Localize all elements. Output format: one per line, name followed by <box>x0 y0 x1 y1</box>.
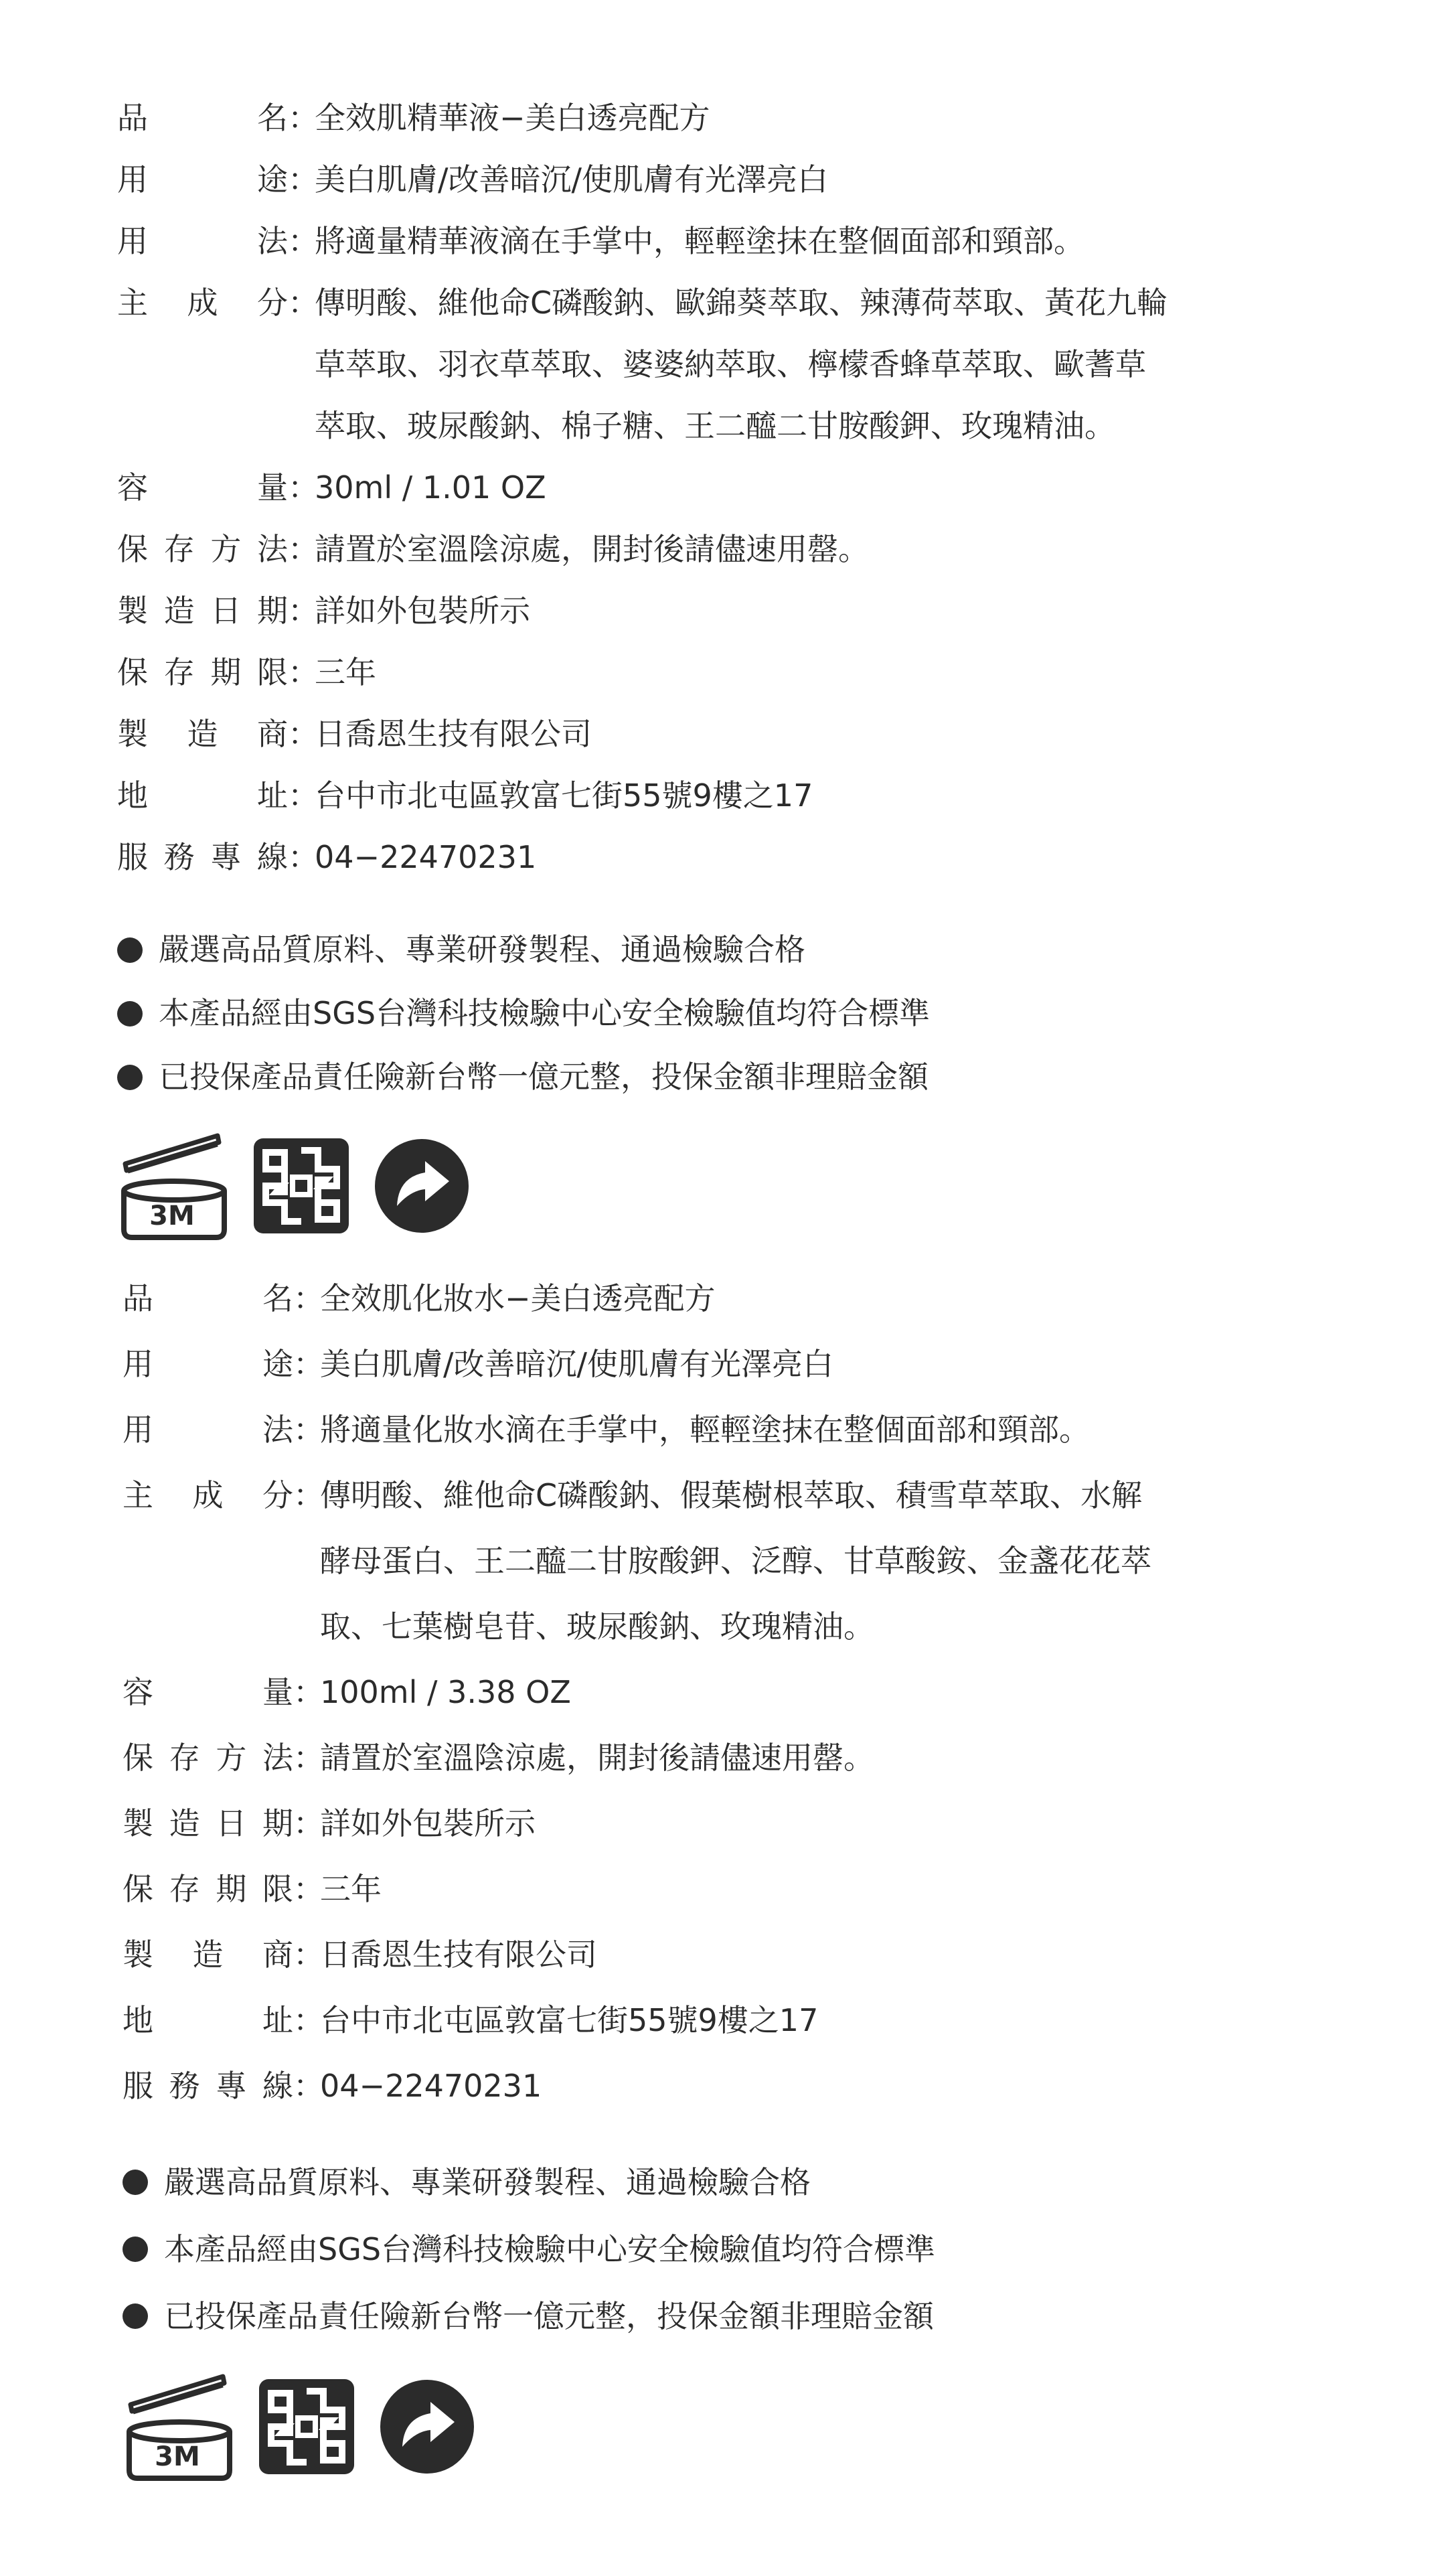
spec-label <box>117 703 288 765</box>
spec-value-line: 30ml / 1.01 OZ <box>315 469 546 506</box>
feature-bullet <box>117 918 1423 982</box>
spec-value <box>315 149 1232 210</box>
spec-value-line: 酵母蛋白、王二醯二甘胺酸鉀、泛醇、甘草酸銨、金盞花花萃 <box>320 1543 1151 1579</box>
spec-label <box>123 1987 293 2053</box>
recycle-mark-icon <box>251 1136 351 1236</box>
spec-value <box>320 1725 1237 1791</box>
spec-label <box>123 1856 293 1922</box>
spec-label-char: 法 <box>257 223 288 259</box>
spec-value <box>315 641 1232 703</box>
feature-bullet <box>123 2216 1428 2283</box>
product-2-section <box>123 1266 1428 2484</box>
spec-label-char: 線 <box>262 2068 293 2104</box>
spec-value <box>320 1397 1237 1462</box>
spec-label-char: 用 <box>117 161 148 198</box>
spec-label-char: 服 <box>117 839 148 875</box>
spec-list <box>123 1266 1428 2119</box>
spec-value-line: 美白肌膚/改善暗沉/使肌膚有光澤亮白 <box>320 1346 833 1382</box>
spec-label-char: 法 <box>256 531 288 567</box>
spec-row <box>123 1397 1428 1462</box>
spec-row <box>117 149 1423 210</box>
spec-value-line: 傳明酸、維他命C磷酸鈉、假葉樹根萃取、積雪草萃取、水解 <box>320 1477 1143 1513</box>
spec-value <box>315 765 1232 826</box>
spec-label-char: 地 <box>117 777 148 814</box>
spec-value <box>320 1987 1237 2053</box>
spec-label <box>123 1922 293 1987</box>
product-1-section <box>117 87 1423 1243</box>
spec-label-char: 造 <box>187 716 218 752</box>
spec-row <box>123 1266 1428 1331</box>
spec-row <box>123 1791 1428 1856</box>
spec-value <box>320 1856 1237 1922</box>
spec-label <box>117 210 288 272</box>
spec-label-char: 地 <box>123 2002 153 2038</box>
spec-colon: ： <box>288 469 319 506</box>
spec-label-char: 容 <box>123 1674 153 1710</box>
spec-label-char: 存 <box>169 1871 200 1907</box>
spec-row <box>117 518 1423 580</box>
spec-label-char: 存 <box>163 654 195 690</box>
spec-row <box>123 1987 1428 2053</box>
spec-label-char: 造 <box>169 1805 200 1841</box>
spec-label-char: 保 <box>123 1871 153 1907</box>
spec-label-char: 限 <box>256 654 288 690</box>
spec-value-line: 草萃取、羽衣草萃取、婆婆納萃取、檸檬香蜂草萃取、歐蓍草 <box>315 346 1146 382</box>
spec-colon: ： <box>288 531 319 567</box>
spec-row <box>123 2053 1428 2119</box>
spec-value-line: 將適量精華液滴在手掌中，輕輕塗抹在整個面部和頸部。 <box>315 223 1084 259</box>
spec-colon: ： <box>288 593 319 629</box>
feature-bullet <box>117 982 1423 1045</box>
spec-value <box>315 457 1232 518</box>
bullet-dot-icon <box>123 2303 148 2329</box>
spec-label-char: 分 <box>257 285 288 321</box>
spec-label-char: 期 <box>256 593 288 629</box>
pao-jar-icon <box>117 1129 231 1243</box>
pao-label: 3M <box>149 1201 195 1231</box>
bullet-dot-icon <box>117 1065 143 1090</box>
spec-label-char: 造 <box>163 593 195 629</box>
spec-colon: ： <box>288 777 319 814</box>
spec-label-char: 專 <box>210 839 242 875</box>
spec-label-char: 商 <box>262 1937 293 1973</box>
green-dot-icon <box>377 2376 477 2477</box>
spec-value-line: 全效肌精華液−美白透亮配方 <box>315 100 710 136</box>
certification-icons <box>117 1129 1423 1243</box>
spec-label-char: 務 <box>169 2068 200 2104</box>
spec-value-line: 三年 <box>320 1871 382 1907</box>
spec-colon: ： <box>288 223 319 259</box>
spec-colon: ： <box>293 1412 324 1448</box>
spec-value-line: 日喬恩生技有限公司 <box>315 716 592 752</box>
spec-label-char: 商 <box>257 716 288 752</box>
spec-label-char: 法 <box>262 1740 293 1776</box>
spec-label <box>123 2053 293 2119</box>
spec-row <box>117 826 1423 888</box>
spec-label <box>123 1331 293 1397</box>
spec-value-line: 台中市北屯區敦富七街55號9樓之17 <box>315 777 813 814</box>
spec-colon: ： <box>293 1674 324 1710</box>
spec-label-char: 用 <box>123 1412 153 1448</box>
feature-bullet-text: 嚴選高品質原料、專業研發製程、通過檢驗合格 <box>164 2164 811 2200</box>
spec-value-line: 100ml / 3.38 OZ <box>320 1674 571 1710</box>
spec-label-char: 量 <box>257 469 288 506</box>
spec-label-char: 專 <box>216 2068 247 2104</box>
spec-label-char: 造 <box>192 1937 224 1973</box>
spec-label-char: 成 <box>187 285 218 321</box>
spec-label-char: 保 <box>123 1740 153 1776</box>
spec-value <box>320 1791 1237 1856</box>
spec-row <box>117 87 1423 149</box>
spec-label-char: 日 <box>210 593 242 629</box>
recycle-mark-icon <box>256 2376 357 2477</box>
spec-value <box>320 1331 1237 1397</box>
spec-label-char: 址 <box>257 777 288 814</box>
spec-label-char: 製 <box>123 1937 153 1973</box>
spec-label <box>123 1725 293 1791</box>
spec-value-line: 04−22470231 <box>315 839 537 875</box>
spec-label <box>123 1791 293 1856</box>
spec-label-char: 用 <box>123 1346 153 1382</box>
spec-row <box>117 580 1423 641</box>
spec-label-char: 方 <box>210 531 242 567</box>
spec-label-char: 成 <box>192 1477 224 1513</box>
spec-row <box>123 1856 1428 1922</box>
spec-label <box>123 1462 293 1528</box>
spec-row <box>123 1725 1428 1791</box>
feature-bullet-list <box>117 918 1423 1109</box>
feature-bullet <box>117 1045 1423 1109</box>
spec-label <box>117 765 288 826</box>
spec-label-char: 量 <box>262 1674 293 1710</box>
spec-row <box>117 210 1423 272</box>
feature-bullet-text: 已投保產品責任險新台幣一億元整，投保金額非理賠金額 <box>164 2298 934 2334</box>
spec-value-line: 將適量化妝水滴在手掌中，輕輕塗抹在整個面部和頸部。 <box>320 1412 1090 1448</box>
spec-label-char: 方 <box>216 1740 247 1776</box>
spec-row <box>123 1331 1428 1397</box>
bullet-dot-icon <box>117 937 143 963</box>
spec-label-char: 務 <box>163 839 195 875</box>
spec-value <box>315 87 1232 149</box>
spec-label-char: 品 <box>117 100 148 136</box>
spec-label-char: 期 <box>216 1871 247 1907</box>
spec-label-char: 製 <box>117 716 148 752</box>
spec-value <box>320 1266 1237 1331</box>
spec-colon: ： <box>288 161 319 198</box>
spec-value-line: 萃取、玻尿酸鈉、棉子糖、王二醯二甘胺酸鉀、玫瑰精油。 <box>315 408 1115 444</box>
spec-value-line: 三年 <box>315 654 376 690</box>
spec-value <box>315 826 1232 888</box>
spec-value-line: 取、七葉樹皂苷、玻尿酸鈉、玫瑰精油。 <box>320 1608 874 1645</box>
spec-label-char: 址 <box>262 2002 293 2038</box>
feature-bullet <box>123 2149 1428 2216</box>
spec-colon: ： <box>293 2068 324 2104</box>
spec-label <box>117 826 288 888</box>
feature-bullet-text: 已投保產品責任險新台幣一億元整，投保金額非理賠金額 <box>159 1059 929 1095</box>
spec-label-char: 保 <box>117 654 148 690</box>
spec-row <box>117 765 1423 826</box>
spec-row <box>117 272 1423 457</box>
spec-label <box>123 1659 293 1725</box>
spec-label <box>117 149 288 210</box>
spec-label-char: 製 <box>117 593 148 629</box>
spec-label-char: 容 <box>117 469 148 506</box>
spec-value <box>320 2053 1237 2119</box>
spec-label <box>117 87 288 149</box>
spec-label-char: 線 <box>256 839 288 875</box>
spec-row <box>123 1922 1428 1987</box>
spec-label-char: 分 <box>262 1477 293 1513</box>
spec-label-char: 存 <box>169 1740 200 1776</box>
spec-value <box>315 518 1232 580</box>
spec-label-char: 法 <box>262 1412 293 1448</box>
spec-label <box>123 1266 293 1331</box>
spec-value-line: 全效肌化妝水−美白透亮配方 <box>320 1280 716 1316</box>
spec-list <box>117 87 1423 888</box>
spec-row <box>123 1659 1428 1725</box>
bullet-dot-icon <box>117 1001 143 1027</box>
spec-colon: ： <box>293 1937 324 1973</box>
spec-value-line: 請置於室溫陰涼處，開封後請儘速用罄。 <box>315 531 869 567</box>
spec-value <box>315 703 1232 765</box>
spec-colon: ： <box>288 100 319 136</box>
spec-row <box>117 641 1423 703</box>
spec-label-char: 主 <box>123 1477 153 1513</box>
spec-value <box>320 1922 1237 1987</box>
spec-value-line: 請置於室溫陰涼處，開封後請儘速用罄。 <box>320 1740 874 1776</box>
spec-label-char: 期 <box>262 1805 293 1841</box>
spec-value <box>320 1659 1237 1725</box>
feature-bullet-text: 本產品經由SGS台灣科技檢驗中心安全檢驗值均符合標準 <box>159 995 931 1031</box>
spec-label <box>117 457 288 518</box>
spec-label-char: 用 <box>117 223 148 259</box>
spec-label-char: 途 <box>262 1346 293 1382</box>
spec-label-char: 限 <box>262 1871 293 1907</box>
spec-label <box>117 272 288 333</box>
spec-label-char: 服 <box>123 2068 153 2104</box>
spec-label-char: 途 <box>257 161 288 198</box>
spec-colon: ： <box>293 1477 324 1513</box>
feature-bullet-list <box>123 2149 1428 2350</box>
feature-bullet-text: 本產品經由SGS台灣科技檢驗中心安全檢驗值均符合標準 <box>164 2231 936 2267</box>
spec-value-line: 美白肌膚/改善暗沉/使肌膚有光澤亮白 <box>315 161 828 198</box>
spec-value-line: 詳如外包裝所示 <box>315 593 530 629</box>
pao-jar-icon <box>123 2370 236 2484</box>
spec-colon: ： <box>293 1346 324 1382</box>
spec-label-char: 日 <box>216 1805 247 1841</box>
spec-value <box>315 210 1232 272</box>
spec-value-line: 日喬恩生技有限公司 <box>320 1937 597 1973</box>
spec-label-char: 主 <box>117 285 148 321</box>
spec-colon: ： <box>288 839 319 875</box>
spec-colon: ： <box>288 285 319 321</box>
spec-colon: ： <box>288 654 319 690</box>
spec-colon: ： <box>293 1805 324 1841</box>
spec-colon: ： <box>293 1740 324 1776</box>
spec-label-char: 期 <box>210 654 242 690</box>
spec-label-char: 名 <box>262 1280 293 1316</box>
spec-value-line: 詳如外包裝所示 <box>320 1805 536 1841</box>
spec-colon: ： <box>288 716 319 752</box>
feature-bullet-text: 嚴選高品質原料、專業研發製程、通過檢驗合格 <box>159 931 805 968</box>
spec-label-char: 製 <box>123 1805 153 1841</box>
spec-label <box>123 1397 293 1462</box>
spec-label-char: 存 <box>163 531 195 567</box>
spec-value-line: 04−22470231 <box>320 2068 542 2104</box>
spec-row <box>117 457 1423 518</box>
green-dot-icon <box>372 1136 472 1236</box>
spec-label <box>117 580 288 641</box>
spec-colon: ： <box>293 2002 324 2038</box>
spec-label-char: 品 <box>123 1280 153 1316</box>
certification-icons <box>123 2370 1428 2484</box>
spec-value-line: 台中市北屯區敦富七街55號9樓之17 <box>320 2002 819 2038</box>
spec-colon: ： <box>293 1280 324 1316</box>
spec-row <box>123 1462 1428 1659</box>
spec-label-char: 保 <box>117 531 148 567</box>
spec-colon: ： <box>293 1871 324 1907</box>
spec-value <box>315 580 1232 641</box>
bullet-dot-icon <box>123 2170 148 2195</box>
bullet-dot-icon <box>123 2237 148 2262</box>
spec-value-line: 傳明酸、維他命C磷酸鈉、歐錦葵萃取、辣薄荷萃取、黃花九輪 <box>315 285 1168 321</box>
spec-label <box>117 641 288 703</box>
spec-label-char: 名 <box>257 100 288 136</box>
spec-row <box>117 703 1423 765</box>
feature-bullet <box>123 2283 1428 2350</box>
pao-label: 3M <box>155 2441 200 2472</box>
spec-value <box>320 1462 1237 1659</box>
spec-label <box>117 518 288 580</box>
spec-value <box>315 272 1232 457</box>
